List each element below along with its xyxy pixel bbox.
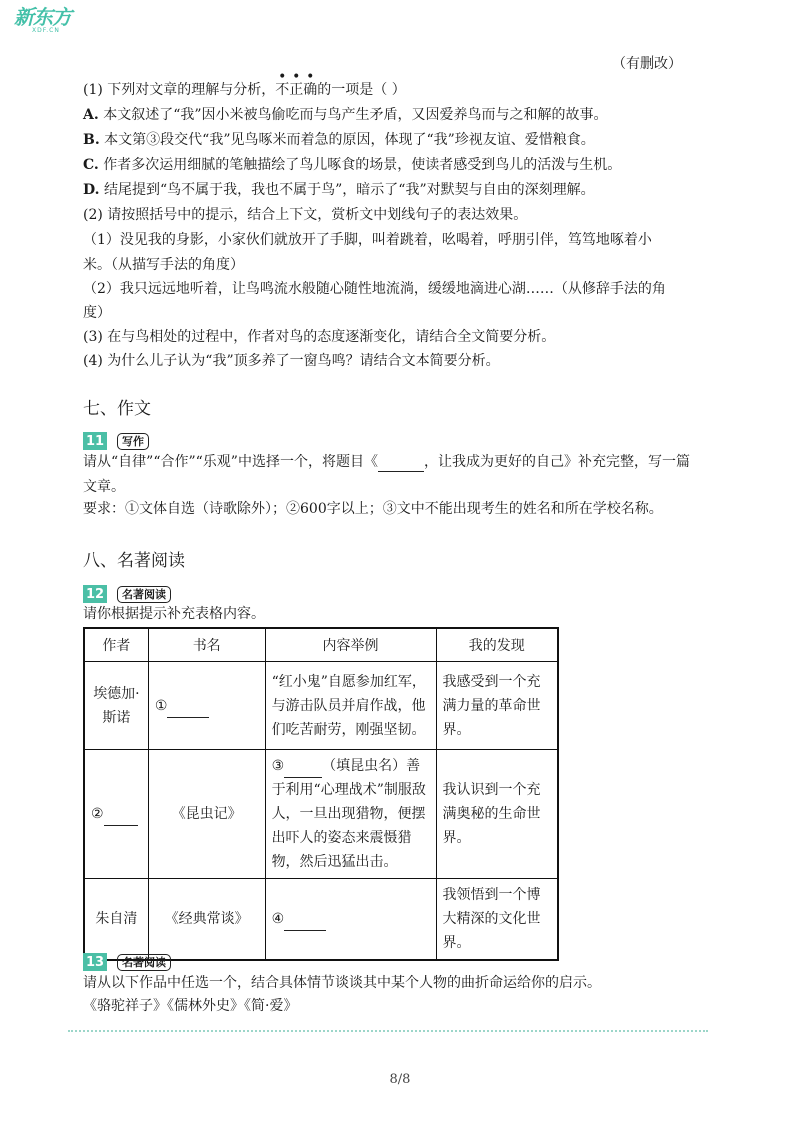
table-header: 书名 (148, 628, 265, 662)
source-note: （有删改） (612, 56, 682, 72)
q11-prompt-cont: 文章。 (83, 479, 125, 495)
table-cell-author: 埃德加·斯诺 (84, 662, 148, 750)
q13-header (83, 953, 171, 971)
q10-sub2-item1-cont: 米。（从描写手法的角度） (83, 257, 244, 273)
table-cell-author: ② (84, 750, 148, 879)
answer-blank (104, 811, 138, 826)
q13-works: 《骆驼祥子》《儒林外史》《简·爱》 (83, 998, 298, 1014)
emphasis-char: 不 (275, 82, 290, 98)
q10-sub1: (1) 下列对文章的理解与分析，不正确的一项是（ ） (83, 82, 406, 98)
answer-blank (284, 916, 326, 931)
page-number: 8/8 (389, 1072, 411, 1087)
option-c: C. 作者多次运用细腻的笔触描绘了鸟儿啄食的场景，使读者感受到鸟儿的活泼与生机。 (83, 157, 622, 173)
table-cell-book: 《昆虫记》 (148, 750, 265, 879)
classics-table (83, 627, 559, 961)
option-d: D. 结尾提到“鸟不属于我，我也不属于鸟”，暗示了“我”对默契与自由的深刻理解。 (83, 182, 595, 198)
option-a: A. 本文叙述了“我”因小米被鸟偷吃而与鸟产生矛盾，又因爱养鸟而与之和解的故事。 (83, 107, 608, 123)
q10-sub2-item2-cont: 度） (83, 305, 111, 321)
answer-blank (284, 763, 322, 778)
table-row (84, 879, 558, 961)
q10-sub3: (3) 在与鸟相处的过程中，作者对鸟的态度逐渐变化，请结合全文简要分析。 (83, 329, 556, 345)
option-b: B. 本文第③段交代“我”见鸟啄米而着急的原因，体现了“我”珍视友谊、爱惜粮食。 (83, 132, 595, 148)
q12-header (83, 585, 171, 603)
table-cell-example: ③ （填昆虫名）善于利用“心理战术”制服敌人，一旦出现猎物，便摆出吓人的姿态来震慑猎物，然后迅猛出击。 (265, 750, 436, 879)
section-title-classics: 八、名著阅读 (83, 551, 185, 571)
question-number-badge: 11 (83, 432, 107, 450)
table-cell-book: 《经典常谈》 (148, 879, 265, 961)
q11-requirements: 要求：①文体自选（诗歌除外）；②600字以上；③文中不能出现考生的姓名和所在学校名称。 (83, 501, 663, 517)
question-type-tag: 名著阅读 (117, 954, 171, 971)
logo-subtext: XDF.CN (32, 27, 60, 34)
table-cell-finding: 我认识到一个充满奥秘的生命世界。 (436, 750, 558, 879)
table-header: 内容举例 (265, 628, 436, 662)
brand-logo (14, 6, 76, 40)
footer-divider (68, 1030, 708, 1032)
emphasis-char: 确 (303, 82, 318, 98)
table-row (84, 750, 558, 879)
table-cell-example: ④ (265, 879, 436, 961)
question-type-tag: 写作 (117, 433, 149, 450)
q10-sub4: (4) 为什么儿子认为“我”顶多养了一窗鸟鸣？请结合文本简要分析。 (83, 353, 500, 369)
q10-sub2-item2: （2）我只远远地听着，让鸟鸣流水般随心随性地流淌，缓缓地滴进心湖……（从修辞手法的角 (83, 281, 666, 297)
table-cell-finding: 我感受到一个充满力量的革命世界。 (436, 662, 558, 750)
answer-blank (167, 703, 209, 718)
table-header: 我的发现 (436, 628, 558, 662)
question-number-badge: 13 (83, 953, 107, 971)
q12-prompt: 请你根据提示补充表格内容。 (83, 606, 265, 622)
question-type-tag: 名著阅读 (117, 586, 171, 603)
q11-header (83, 432, 149, 450)
question-number-badge: 12 (83, 585, 107, 603)
emphasis-char: 正 (289, 82, 304, 98)
title-blank (378, 455, 424, 472)
table-header: 作者 (84, 628, 148, 662)
logo-text: 新东方 (14, 5, 71, 29)
q10-sub2: (2) 请按照括号中的提示，结合上下文，赏析文中划线句子的表达效果。 (83, 207, 528, 223)
table-cell-example: “红小鬼”自愿参加红军，与游击队员并肩作战，他们吃苦耐劳，刚强坚韧。 (265, 662, 436, 750)
table-header-row (84, 628, 558, 662)
table-cell-book: ① (148, 662, 265, 750)
q13-prompt: 请从以下作品中任选一个，结合具体情节谈谈其中某个人物的曲折命运给你的启示。 (83, 975, 601, 991)
q10-sub2-item1: （1）没见我的身影，小家伙们就放开了手脚，叫着跳着，吆喝着，呼朋引伴，笃笃地啄着小 (83, 232, 652, 248)
table-cell-finding: 我领悟到一个博大精深的文化世界。 (436, 879, 558, 961)
table-row (84, 662, 558, 750)
q11-prompt: 请从“自律”“合作”“乐观”中选择一个，将题目《 ，让我成为更好的自己》补充完整，写一篇 (83, 454, 690, 470)
section-title-composition: 七、作文 (83, 399, 151, 419)
table-cell-author: 朱自清 (84, 879, 148, 961)
